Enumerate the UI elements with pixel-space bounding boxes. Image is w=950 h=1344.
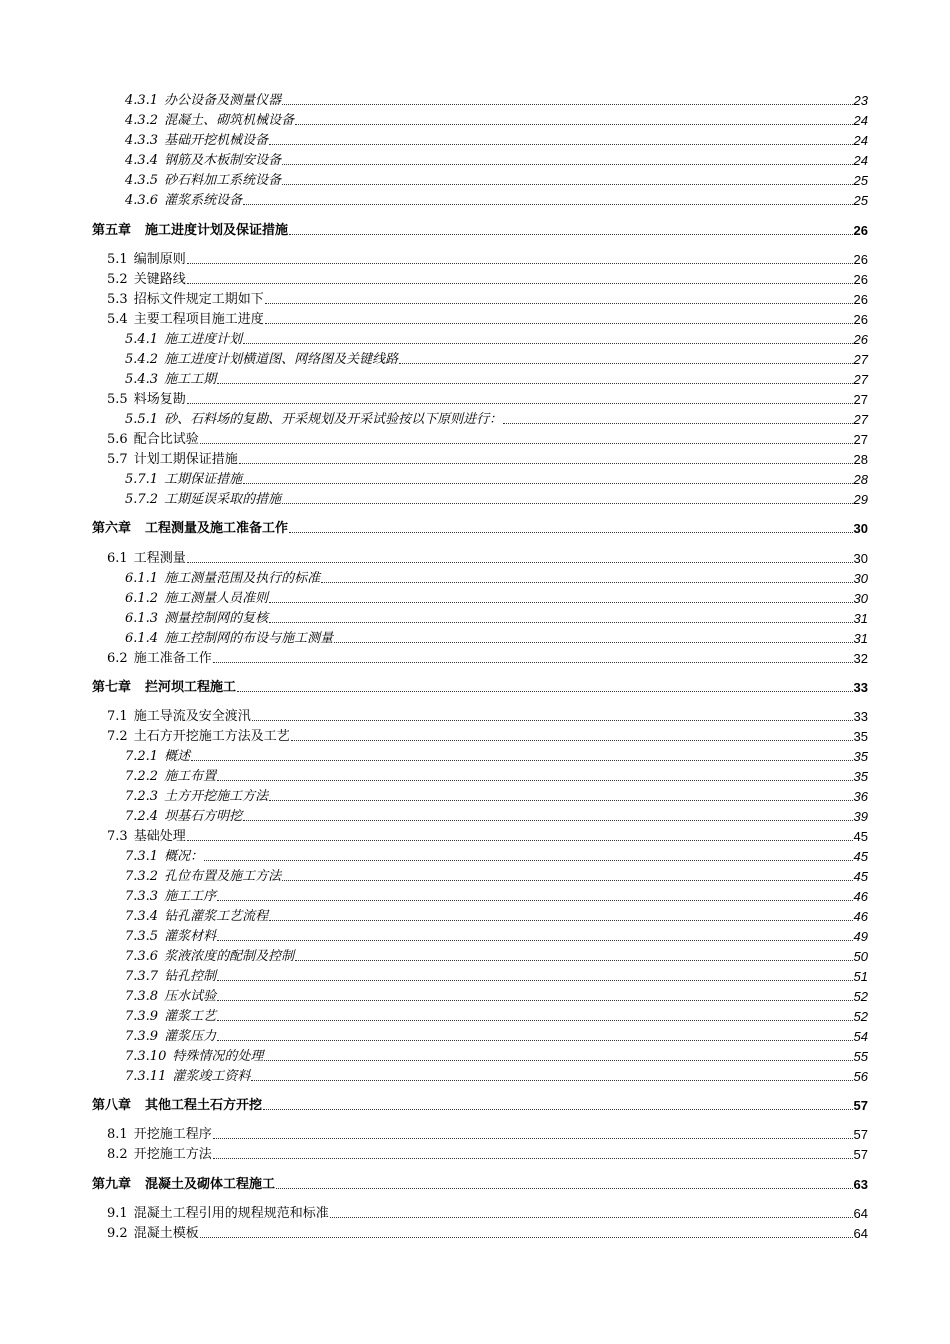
toc-entry-number: 第七章 xyxy=(92,680,132,695)
toc-entry-number: 第九章 xyxy=(92,1177,132,1192)
toc-entry-number: 4.3.3 xyxy=(125,133,159,148)
toc-entry-label: 施工导流及安全渡汛 xyxy=(133,709,251,724)
toc-entry[interactable] xyxy=(107,432,868,448)
toc-entry-page: 52 xyxy=(853,989,868,1004)
toc-entry-number: 4.3.6 xyxy=(125,193,159,208)
toc-entry-page: 24 xyxy=(853,133,868,148)
toc-entry-page: 57 xyxy=(853,1098,868,1113)
dot-leader xyxy=(269,602,852,603)
toc-entry-label: 钢筋及木板制安设备 xyxy=(164,153,282,168)
toc-entry[interactable] xyxy=(107,709,868,725)
toc-entry-number: 7.2.4 xyxy=(125,809,159,824)
dot-leader xyxy=(282,164,852,165)
dot-leader xyxy=(265,323,853,324)
toc-entry-label: 施工进度计划横道图、网络图及关键线路 xyxy=(164,352,399,367)
dot-leader xyxy=(217,900,852,901)
toc-entry-label: 施工测量范围及执行的标准 xyxy=(164,571,321,586)
toc-entry-page: 26 xyxy=(853,272,868,287)
toc-entry-label: 坝基石方明挖 xyxy=(164,809,243,824)
toc-entry[interactable] xyxy=(107,1226,868,1242)
toc-entry[interactable] xyxy=(125,949,868,965)
toc-entry-number: 5.7 xyxy=(107,452,128,467)
toc-entry-label: 混凝土、砌筑机械设备 xyxy=(164,113,295,128)
dot-leader xyxy=(187,263,853,264)
toc-entry-label: 其他工程土石方开挖 xyxy=(145,1098,263,1113)
toc-chapter[interactable] xyxy=(92,680,868,696)
toc-entry[interactable] xyxy=(125,492,868,508)
toc-entry[interactable] xyxy=(125,153,868,169)
toc-entry-page: 35 xyxy=(853,729,868,744)
toc-entry[interactable] xyxy=(107,252,868,268)
toc-entry-page: 27 xyxy=(853,372,868,387)
toc-entry-page: 27 xyxy=(853,432,868,447)
toc-entry-label: 主要工程项目施工进度 xyxy=(133,312,264,327)
toc-entry[interactable] xyxy=(125,929,868,945)
toc-entry-number: 5.4.1 xyxy=(125,332,159,347)
dot-leader xyxy=(263,1109,853,1110)
toc-entry[interactable] xyxy=(125,1009,868,1025)
toc-entry[interactable] xyxy=(125,789,868,805)
dot-leader xyxy=(187,562,853,563)
toc-entry-number: 7.1 xyxy=(107,709,128,724)
toc-entry-number: 5.3 xyxy=(107,292,128,307)
toc-entry-page: 26 xyxy=(853,252,868,267)
toc-entry[interactable] xyxy=(125,591,868,607)
toc-entry-page: 26 xyxy=(853,223,868,238)
toc-entry[interactable] xyxy=(125,611,868,627)
toc-entry-label: 配合比试验 xyxy=(133,432,199,447)
toc-entry-label: 浆液浓度的配制及控制 xyxy=(164,949,295,964)
toc-entry[interactable] xyxy=(107,272,868,288)
toc-entry-label: 施工测量人员准则 xyxy=(164,591,269,606)
toc-entry[interactable] xyxy=(125,372,868,388)
toc-entry[interactable] xyxy=(107,452,868,468)
dot-leader xyxy=(251,1080,852,1081)
dot-leader xyxy=(243,204,852,205)
toc-entry[interactable] xyxy=(125,769,868,785)
toc-entry-page: 39 xyxy=(853,809,868,824)
toc-entry-page: 45 xyxy=(853,869,868,884)
toc-entry-number: 9.2 xyxy=(107,1226,128,1241)
toc-entry-label: 工期延误采取的措施 xyxy=(164,492,282,507)
dot-leader xyxy=(269,144,852,145)
toc-entry-page: 55 xyxy=(853,1049,868,1064)
toc-entry-label: 概况： xyxy=(164,849,204,864)
dot-leader xyxy=(200,443,853,444)
toc-entry-number: 6.1.1 xyxy=(125,571,159,586)
toc-entry[interactable] xyxy=(125,749,868,765)
toc-entry-label: 压水试验 xyxy=(164,989,217,1004)
toc-entry-number: 6.1.4 xyxy=(125,631,159,646)
toc-entry-label: 土石方开挖施工方法及工艺 xyxy=(133,729,290,744)
toc-entry-page: 25 xyxy=(853,173,868,188)
dot-leader xyxy=(282,184,852,185)
toc-entry-page: 50 xyxy=(853,949,868,964)
toc-entry-number: 7.3.8 xyxy=(125,989,159,1004)
toc-entry[interactable] xyxy=(125,989,868,1005)
toc-entry-number: 6.1 xyxy=(107,551,128,566)
toc-entry-number: 7.3.2 xyxy=(125,869,159,884)
toc-entry[interactable] xyxy=(107,292,868,308)
toc-entry-page: 64 xyxy=(853,1226,868,1241)
toc-entry-page: 27 xyxy=(853,392,868,407)
toc-entry-number: 5.7.2 xyxy=(125,492,159,507)
dot-leader xyxy=(217,1020,852,1021)
dot-leader xyxy=(213,662,853,663)
toc-entry-page: 26 xyxy=(853,292,868,307)
toc-entry[interactable] xyxy=(125,1049,868,1065)
toc-entry[interactable] xyxy=(125,809,868,825)
toc-entry-page: 28 xyxy=(853,452,868,467)
toc-entry[interactable] xyxy=(125,869,868,885)
toc-entry[interactable] xyxy=(125,193,868,209)
toc-entry-label: 基础开挖机械设备 xyxy=(164,133,269,148)
dot-leader xyxy=(187,403,853,404)
toc-entry[interactable] xyxy=(125,472,868,488)
dot-leader xyxy=(276,1188,853,1189)
toc-entry[interactable] xyxy=(125,969,868,985)
toc-entry-label: 钻孔灌浆工艺流程 xyxy=(164,909,269,924)
toc-entry-page: 30 xyxy=(853,521,868,536)
toc-entry-label: 灌浆材料 xyxy=(164,929,217,944)
toc-entry-page: 49 xyxy=(853,929,868,944)
toc-entry-label: 砂石料加工系统设备 xyxy=(164,173,282,188)
toc-entry-number: 7.3.9 xyxy=(125,1009,159,1024)
dot-leader xyxy=(217,1040,852,1041)
toc-entry-page: 35 xyxy=(853,749,868,764)
dot-leader xyxy=(243,343,852,344)
toc-entry-label: 办公设备及测量仪器 xyxy=(164,93,282,108)
dot-leader xyxy=(217,980,852,981)
toc-entry-number: 4.3.4 xyxy=(125,153,159,168)
toc-entry[interactable] xyxy=(125,631,868,647)
toc-entry-page: 30 xyxy=(853,591,868,606)
toc-entry[interactable] xyxy=(107,312,868,328)
toc-entry-number: 5.7.1 xyxy=(125,472,159,487)
dot-leader xyxy=(399,363,852,364)
toc-entry-page: 46 xyxy=(853,909,868,924)
toc-entry-page: 27 xyxy=(853,412,868,427)
toc-entry-label: 土方开挖施工方法 xyxy=(164,789,269,804)
dot-leader xyxy=(295,124,852,125)
toc-entry-number: 4.3.5 xyxy=(125,173,159,188)
dot-leader xyxy=(269,920,852,921)
toc-entry-number: 第五章 xyxy=(92,223,132,238)
toc-entry-number: 5.4 xyxy=(107,312,128,327)
toc-entry-page: 52 xyxy=(853,1009,868,1024)
toc-entry-label: 施工控制网的布设与施工测量 xyxy=(164,631,334,646)
toc-entry[interactable] xyxy=(125,1069,868,1085)
toc-entry-page: 23 xyxy=(853,93,868,108)
toc-entry-number: 4.3.1 xyxy=(125,93,159,108)
toc-entry[interactable] xyxy=(125,571,868,587)
toc-entry-label: 施工布置 xyxy=(164,769,217,784)
toc-entry-label: 开挖施工方法 xyxy=(133,1147,212,1162)
toc-entry-label: 工程测量 xyxy=(133,551,186,566)
dot-leader xyxy=(187,283,853,284)
toc-entry-number: 5.1 xyxy=(107,252,128,267)
toc-entry-number: 7.3.9 xyxy=(125,1029,159,1044)
toc-entry-number: 6.1.2 xyxy=(125,591,159,606)
toc-entry-page: 57 xyxy=(853,1127,868,1142)
toc-entry-number: 9.1 xyxy=(107,1206,128,1221)
toc-chapter[interactable] xyxy=(92,1098,868,1114)
dot-leader xyxy=(321,582,852,583)
toc-entry[interactable] xyxy=(107,1147,868,1163)
dot-leader xyxy=(282,503,852,504)
toc-entry-number: 第八章 xyxy=(92,1098,132,1113)
toc-entry-number: 7.3 xyxy=(107,829,128,844)
toc-entry[interactable] xyxy=(125,352,868,368)
toc-entry-label: 概述 xyxy=(164,749,191,764)
toc-entry-number: 7.3.11 xyxy=(125,1069,167,1084)
toc-entry-number: 7.2.2 xyxy=(125,769,159,784)
toc-entry-page: 30 xyxy=(853,551,868,566)
toc-entry-label: 灌浆竣工资料 xyxy=(172,1069,251,1084)
toc-entry-page: 46 xyxy=(853,889,868,904)
toc-entry-label: 孔位布置及施工方法 xyxy=(164,869,282,884)
toc-entry-number: 5.5 xyxy=(107,392,128,407)
toc-entry-number: 7.3.6 xyxy=(125,949,159,964)
dot-leader xyxy=(282,880,852,881)
toc-entry[interactable] xyxy=(125,849,868,865)
toc-entry-number: 8.1 xyxy=(107,1127,128,1142)
toc-entry-number: 6.2 xyxy=(107,651,128,666)
dot-leader xyxy=(213,1138,853,1139)
toc-entry-label: 混凝土模板 xyxy=(133,1226,199,1241)
toc-entry-page: 33 xyxy=(853,709,868,724)
toc-entry-label: 灌浆压力 xyxy=(164,1029,217,1044)
dot-leader xyxy=(187,840,853,841)
dot-leader xyxy=(237,691,853,692)
toc-entry-number: 4.3.2 xyxy=(125,113,159,128)
toc-entry[interactable] xyxy=(125,173,868,189)
toc-entry-page: 26 xyxy=(853,332,868,347)
toc-entry-label: 关键路线 xyxy=(133,272,186,287)
dot-leader xyxy=(291,740,853,741)
toc-entry-number: 8.2 xyxy=(107,1147,128,1162)
toc-entry-page: 27 xyxy=(853,352,868,367)
toc-entry[interactable] xyxy=(125,1029,868,1045)
toc-entry-label: 钻孔控制 xyxy=(164,969,217,984)
toc-entry[interactable] xyxy=(107,729,868,745)
toc-entry-label: 灌浆系统设备 xyxy=(164,193,243,208)
toc-entry[interactable] xyxy=(125,133,868,149)
toc-entry-page: 31 xyxy=(853,631,868,646)
toc-entry-number: 7.3.5 xyxy=(125,929,159,944)
toc-entry-number: 7.2 xyxy=(107,729,128,744)
toc-entry-number: 7.3.3 xyxy=(125,889,159,904)
dot-leader xyxy=(252,720,853,721)
dot-leader xyxy=(269,800,852,801)
toc-entry-label: 拦河坝工程施工 xyxy=(145,680,237,695)
toc-entry-label: 特殊情况的处理 xyxy=(172,1049,264,1064)
toc-entry-number: 7.3.1 xyxy=(125,849,159,864)
dot-leader xyxy=(503,423,852,424)
toc-entry-page: 64 xyxy=(853,1206,868,1221)
dot-leader xyxy=(213,1158,853,1159)
toc-entry-label: 施工工序 xyxy=(164,889,217,904)
dot-leader xyxy=(217,383,852,384)
dot-leader xyxy=(239,463,853,464)
toc-entry-page: 51 xyxy=(853,969,868,984)
toc-entry-page: 33 xyxy=(853,680,868,695)
toc-entry-number: 5.4.2 xyxy=(125,352,159,367)
toc-entry-page: 36 xyxy=(853,789,868,804)
dot-leader xyxy=(200,1237,853,1238)
toc-entry-label: 料场复勘 xyxy=(133,392,186,407)
toc-entry[interactable] xyxy=(107,551,868,567)
toc-entry-page: 56 xyxy=(853,1069,868,1084)
dot-leader xyxy=(289,532,853,533)
toc-chapter[interactable] xyxy=(92,1177,868,1193)
toc-entry-label: 混凝土工程引用的规程规范和标准 xyxy=(133,1206,329,1221)
toc-entry-page: 45 xyxy=(853,849,868,864)
toc-entry-page: 24 xyxy=(853,113,868,128)
toc-entry-label: 基础处理 xyxy=(133,829,186,844)
toc-entry[interactable] xyxy=(107,829,868,845)
toc-entry-page: 28 xyxy=(853,472,868,487)
toc-entry[interactable] xyxy=(107,1127,868,1143)
toc-entry[interactable] xyxy=(125,909,868,925)
toc-entry[interactable] xyxy=(125,332,868,348)
toc-entry-number: 7.3.10 xyxy=(125,1049,167,1064)
toc-entry-page: 57 xyxy=(853,1147,868,1162)
dot-leader xyxy=(191,760,852,761)
toc-entry-page: 45 xyxy=(853,829,868,844)
toc-entry-label: 施工进度计划 xyxy=(164,332,243,347)
toc-entry[interactable] xyxy=(125,412,868,428)
toc-entry-number: 第六章 xyxy=(92,521,132,536)
toc-entry-number: 5.5.1 xyxy=(125,412,159,427)
toc-entry[interactable] xyxy=(125,889,868,905)
toc-entry-page: 29 xyxy=(853,492,868,507)
toc-entry[interactable] xyxy=(107,392,868,408)
toc-entry-number: 7.2.1 xyxy=(125,749,159,764)
toc-entry-page: 24 xyxy=(853,153,868,168)
toc-entry-label: 编制原则 xyxy=(133,252,186,267)
toc-entry-page: 63 xyxy=(853,1177,868,1192)
dot-leader xyxy=(289,234,853,235)
toc-entry[interactable] xyxy=(107,651,868,667)
toc-entry-label: 测量控制网的复核 xyxy=(164,611,269,626)
toc-entry-page: 32 xyxy=(853,651,868,666)
toc-entry-page: 30 xyxy=(853,571,868,586)
toc-entry-label: 计划工期保证措施 xyxy=(133,452,238,467)
toc-entry-number: 7.2.3 xyxy=(125,789,159,804)
toc-entry-label: 施工进度计划及保证措施 xyxy=(145,223,289,238)
dot-leader xyxy=(334,642,852,643)
toc-entry-number: 7.3.7 xyxy=(125,969,159,984)
toc-entry-number: 6.1.3 xyxy=(125,611,159,626)
dot-leader xyxy=(243,820,852,821)
toc-entry-number: 5.2 xyxy=(107,272,128,287)
toc-entry-label: 混凝土及砌体工程施工 xyxy=(145,1177,276,1192)
dot-leader xyxy=(217,1000,852,1001)
toc-entry-number: 7.3.4 xyxy=(125,909,159,924)
dot-leader xyxy=(217,780,852,781)
toc-entry-label: 施工准备工作 xyxy=(133,651,212,666)
toc-entry-label: 灌浆工艺 xyxy=(164,1009,217,1024)
toc-entry-label: 开挖施工程序 xyxy=(133,1127,212,1142)
toc-entry-number: 5.6 xyxy=(107,432,128,447)
dot-leader xyxy=(217,940,852,941)
toc-entry-number: 5.4.3 xyxy=(125,372,159,387)
dot-leader xyxy=(243,483,852,484)
toc-chapter[interactable] xyxy=(92,521,868,537)
toc-entry[interactable] xyxy=(107,1206,868,1222)
toc-entry[interactable] xyxy=(125,93,868,109)
toc-entry[interactable] xyxy=(125,113,868,129)
dot-leader xyxy=(265,303,853,304)
toc-entry-label: 施工工期 xyxy=(164,372,217,387)
toc-entry-page: 35 xyxy=(853,769,868,784)
toc-entry-page: 25 xyxy=(853,193,868,208)
toc-entry-label: 招标文件规定工期如下 xyxy=(133,292,264,307)
toc-entry-page: 26 xyxy=(853,312,868,327)
toc-chapter[interactable] xyxy=(92,223,868,239)
dot-leader xyxy=(264,1060,852,1061)
dot-leader xyxy=(204,860,852,861)
toc-entry-page: 31 xyxy=(853,611,868,626)
dot-leader xyxy=(282,104,852,105)
toc-entry-label: 砂、石料场的复勘、开采规划及开采试验按以下原则进行： xyxy=(164,412,503,427)
toc-entry-label: 工期保证措施 xyxy=(164,472,243,487)
toc-entry-page: 54 xyxy=(853,1029,868,1044)
toc-entry-label: 工程测量及施工准备工作 xyxy=(145,521,289,536)
dot-leader xyxy=(295,960,852,961)
dot-leader xyxy=(330,1217,853,1218)
dot-leader xyxy=(269,622,852,623)
